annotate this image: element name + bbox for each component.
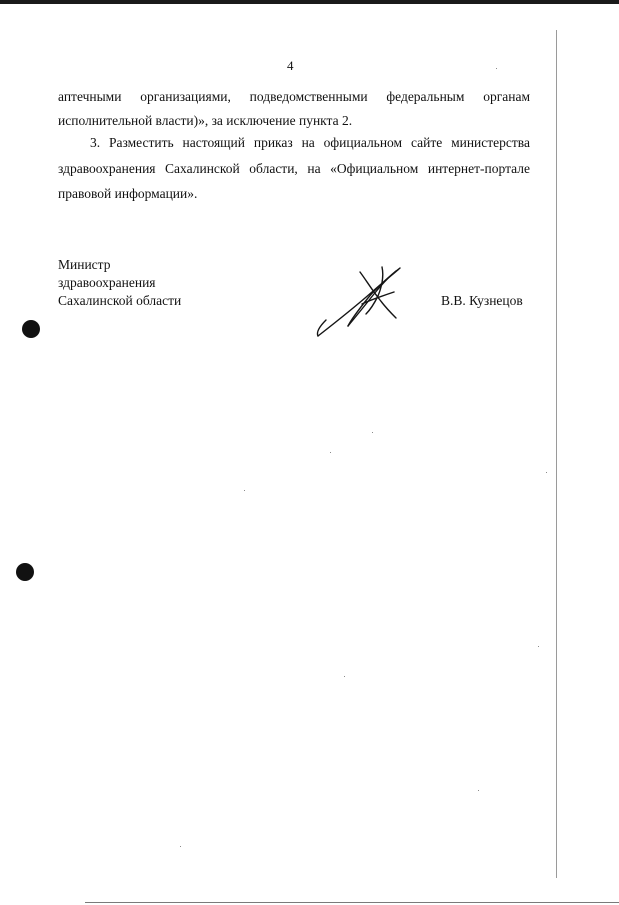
handwritten-signature [312,262,408,342]
body-text-line: правовой информации». [58,186,198,201]
scan-speck [344,676,345,677]
scan-speck [180,846,181,847]
scan-speck [478,790,479,791]
signer-title-line: здравоохранения [58,275,156,290]
body-text-line: исполнительной власти)», за исключение пункта 2. [58,113,353,128]
scan-speck [244,490,245,491]
page-number: 4 [287,58,294,73]
scan-speck [330,452,331,453]
hole-punch-mark [22,320,40,338]
body-text-line: 3. Разместить настоящий приказ на официальном сайте министерства [90,135,530,150]
body-text-line: аптечными организациями, подведомственными федеральным органам [58,89,530,104]
scan-right-edge [556,30,557,878]
signer-title-line: Сахалинской области [58,293,182,308]
scan-top-edge [0,0,619,4]
scan-speck [496,68,497,69]
signer-name: В.В. Кузнецов [441,293,523,308]
hole-punch-mark [16,563,34,581]
scan-speck [546,472,547,473]
signer-title-line: Министр [58,257,111,272]
body-text-line: здравоохранения Сахалинской области, на «Официальном интернет-портале [58,161,530,176]
scan-bottom-edge [85,902,619,903]
scan-speck [538,646,539,647]
scan-speck [372,432,373,433]
